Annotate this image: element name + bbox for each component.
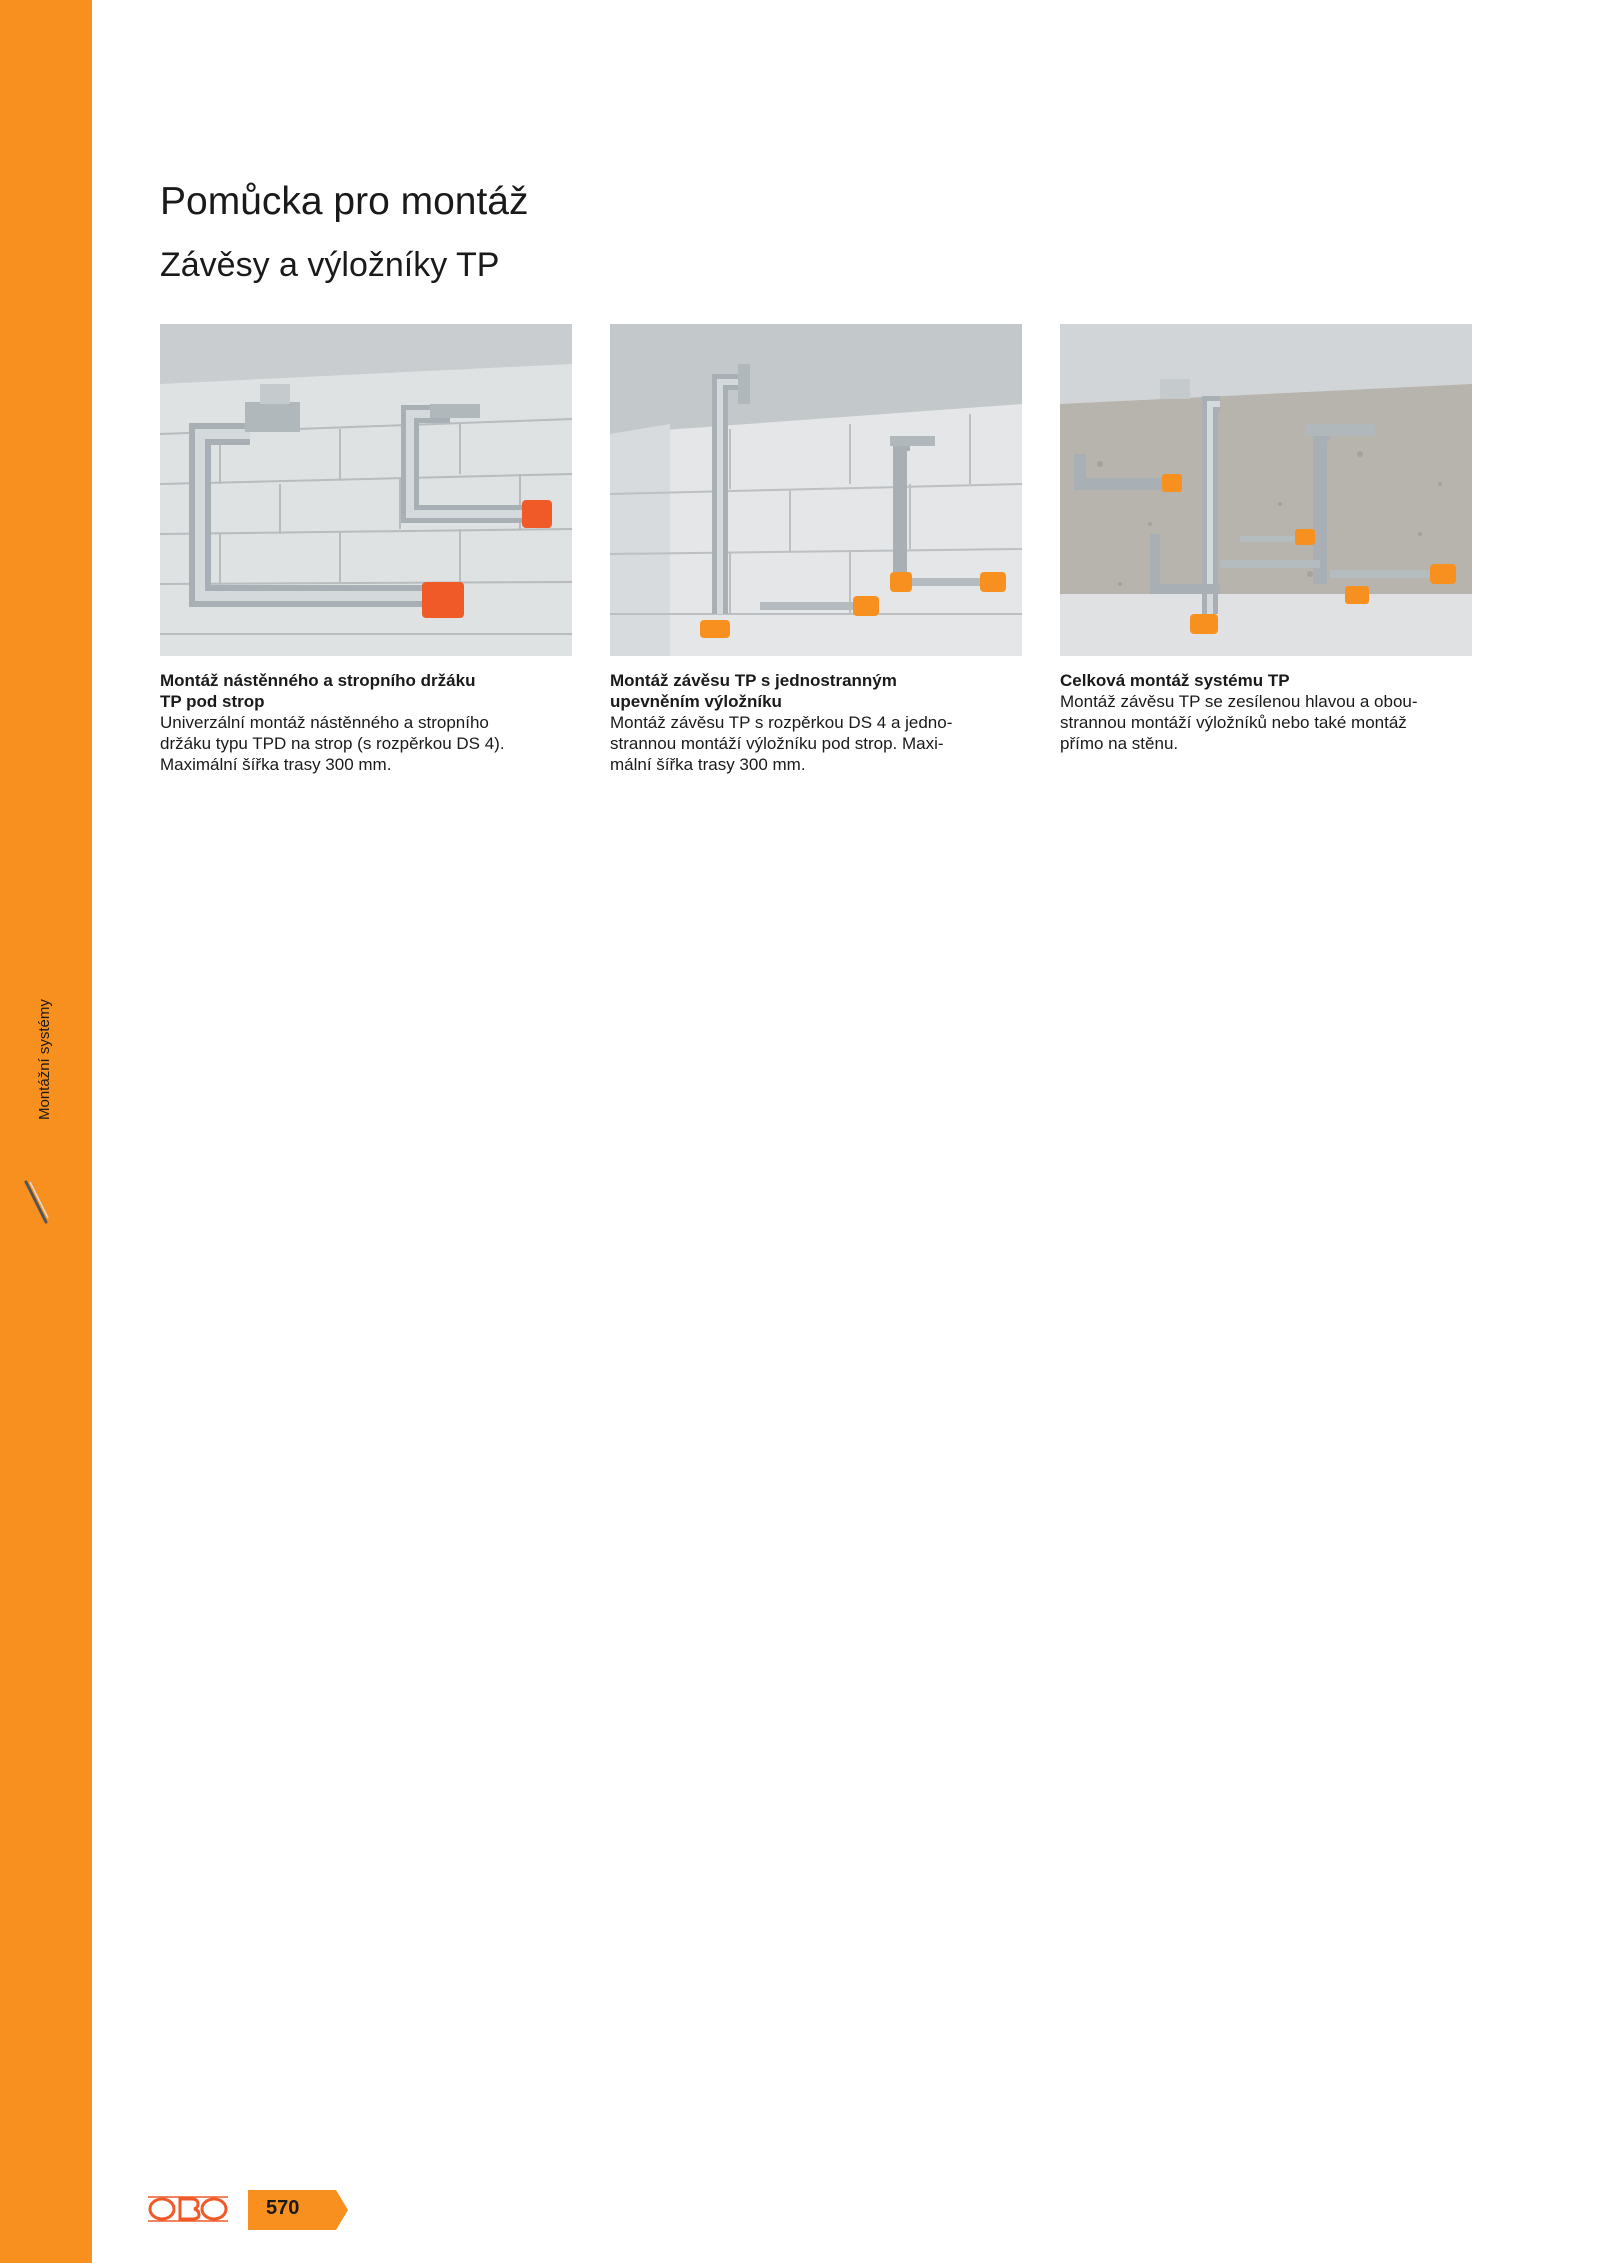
caption-1-head-line1: Montáž nástěnného a stropního držáku bbox=[160, 671, 476, 690]
caption-1-head-line2: TP pod strop bbox=[160, 692, 265, 711]
caption-3-body-line3: přímo na stěnu. bbox=[1060, 734, 1179, 753]
caption-3-head-line1: Celková montáž systému TP bbox=[1060, 671, 1290, 690]
sidebar-label: Montážní systémy bbox=[36, 999, 53, 1120]
pen-icon bbox=[22, 1178, 52, 1228]
caption-2-body-line2: strannou montáží výložníku pod strop. Maxi- bbox=[610, 734, 944, 753]
caption-2-head-line1: Montáž závěsu TP s jednostranným bbox=[610, 671, 897, 690]
caption-2-body-line1: Montáž závěsu TP s rozpěrkou DS 4 a jedno- bbox=[610, 713, 953, 732]
caption-1-body-line2: držáku typu TPD na strop (s rozpěrkou DS 4). bbox=[160, 734, 505, 753]
caption-2 bbox=[610, 670, 1030, 775]
page-title: Pomůcka pro montáž bbox=[160, 180, 529, 223]
page-number: 570 bbox=[266, 2197, 300, 2219]
photo-complete-tp-system bbox=[1060, 324, 1472, 656]
caption-1-body-line3: Maximální šířka trasy 300 mm. bbox=[160, 755, 392, 774]
caption-3-body-line1: Montáž závěsu TP se zesílenou hlavou a obou- bbox=[1060, 692, 1418, 711]
page-subtitle: Závěsy a výložníky TP bbox=[160, 246, 500, 284]
caption-3 bbox=[1060, 670, 1480, 754]
sidebar bbox=[0, 0, 92, 2263]
caption-2-body-line3: mální šířka trasy 300 mm. bbox=[610, 755, 806, 774]
photo-hanger-one-sided-bracket bbox=[610, 324, 1022, 656]
caption-1-body-line1: Univerzální montáž nástěnného a stropního bbox=[160, 713, 489, 732]
caption-1 bbox=[160, 670, 580, 775]
caption-2-head-line2: upevněním výložníku bbox=[610, 692, 782, 711]
caption-3-body-line2: strannou montáží výložníků nebo také montáž bbox=[1060, 713, 1407, 732]
obo-logo bbox=[148, 2194, 228, 2224]
photo-wall-ceiling-bracket bbox=[160, 324, 572, 656]
